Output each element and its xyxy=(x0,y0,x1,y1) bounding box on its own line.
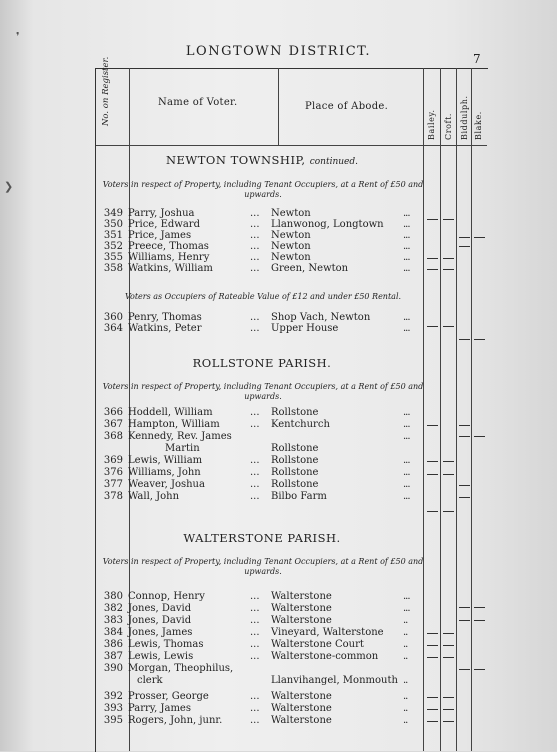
voter-row: 351 Price, James ... Newton ... xyxy=(103,230,410,241)
voter-row: 364 Watkins, Peter ... Upper House ... xyxy=(103,323,410,334)
vote-mark xyxy=(427,219,438,220)
abode-column-header: Place of Abode. xyxy=(305,101,389,112)
voter-row: 382 Jones, David ... Walterstone ... xyxy=(103,603,410,614)
vote-mark xyxy=(459,497,470,498)
vote-mark xyxy=(443,697,454,698)
vote-mark xyxy=(474,436,485,437)
page-title: LONGTOWN DISTRICT. xyxy=(185,44,372,59)
voter-row: 352 Preece, Thomas ... Newton ... xyxy=(103,241,410,252)
voter-row: 349 Parry, Joshua ... Newton ... xyxy=(103,208,410,219)
voter-class-note: Voters in respect of Property, including Tenant Occupiers, at a Rent of £50 and upwards. xyxy=(102,557,424,576)
vote-mark xyxy=(443,326,454,327)
vote-mark xyxy=(459,425,470,426)
vote-mark xyxy=(427,326,438,327)
vote-mark xyxy=(443,258,454,259)
voter-row: 355 Williams, Henry ... Newton ... xyxy=(103,252,410,263)
vote-mark xyxy=(474,607,485,608)
voter-row: clerk Llanvihangel, Monmouth .. xyxy=(137,675,408,686)
voter-row: 376 Williams, John ... Rollstone ... xyxy=(103,467,410,478)
voter-row: 393 Parry, James ... Walterstone .. xyxy=(103,703,408,714)
voter-class-note: Voters in respect of Property, including Tenant Occupiers, at a Rent of £50 and upwards. xyxy=(102,180,424,199)
candidate-header-blake: Blake. xyxy=(474,111,483,140)
vote-mark xyxy=(474,237,485,238)
vote-mark xyxy=(459,669,470,670)
column-rule xyxy=(440,68,441,751)
voter-row: 358 Watkins, William ... Green, Newton ... xyxy=(103,263,410,274)
vote-mark xyxy=(427,657,438,658)
column-rule xyxy=(278,68,279,145)
vote-mark xyxy=(459,485,470,486)
vote-mark xyxy=(427,269,438,270)
margin-mark: ❜ xyxy=(16,30,20,43)
vote-mark xyxy=(443,219,454,220)
candidate-header-bailey: Bailey. xyxy=(427,109,436,140)
voter-row: Martin Rollstone xyxy=(165,443,319,454)
voter-row: 368 Kennedy, Rev. James ... xyxy=(103,431,410,442)
vote-mark xyxy=(427,633,438,634)
section-heading: ROLLSTONE PARISH. xyxy=(192,356,332,370)
vote-mark xyxy=(427,474,438,475)
vote-mark xyxy=(427,721,438,722)
voter-row: 390 Morgan, Theophilus, xyxy=(103,663,234,674)
vote-mark xyxy=(443,633,454,634)
vote-mark xyxy=(443,709,454,710)
voter-row: 392 Prosser, George ... Walterstone .. xyxy=(103,691,408,702)
candidate-header-biddulph: Biddulph. xyxy=(460,95,469,140)
column-rule xyxy=(471,68,472,751)
section-heading: WALTERSTONE PARISH. xyxy=(183,531,341,545)
voter-row: 383 Jones, David ... Walterstone .. xyxy=(103,615,408,626)
vote-mark xyxy=(459,436,470,437)
vote-mark xyxy=(459,620,470,621)
vote-mark xyxy=(427,709,438,710)
vote-mark xyxy=(474,620,485,621)
margin-mark: ❯ xyxy=(4,180,14,193)
voter-class-note: Voters in respect of Property, including Tenant Occupiers, at a Rent of £50 and upwards. xyxy=(102,382,424,401)
vote-mark xyxy=(443,721,454,722)
register-column-header: No. on Register. xyxy=(101,56,111,126)
vote-mark xyxy=(427,697,438,698)
voter-row: 378 Wall, John ... Bilbo Farm ... xyxy=(103,491,410,502)
vote-mark xyxy=(443,461,454,462)
voter-row: 369 Lewis, William ... Rollstone ... xyxy=(103,455,410,466)
vote-mark xyxy=(443,645,454,646)
section-heading: NEWTON TOWNSHIP, continued. xyxy=(165,153,359,167)
header-rule xyxy=(96,145,487,146)
voter-row: 386 Lewis, Thomas ... Walterstone Court .. xyxy=(103,639,408,650)
vote-mark xyxy=(427,425,438,426)
vote-mark xyxy=(427,645,438,646)
vote-mark xyxy=(443,511,454,512)
vote-mark xyxy=(459,237,470,238)
voter-class-note: Voters as Occupiers of Rateable Value of £12 and under £50 Rental. xyxy=(124,292,402,301)
vote-mark xyxy=(459,246,470,247)
vote-mark xyxy=(459,607,470,608)
vote-mark xyxy=(443,474,454,475)
vote-mark xyxy=(443,657,454,658)
voter-row: 387 Lewis, Lewis ... Walterstone-common .. xyxy=(103,651,408,662)
voter-row: 377 Weaver, Joshua ... Rollstone ... xyxy=(103,479,410,490)
voter-row: 367 Hampton, William ... Kentchurch ... xyxy=(103,419,410,430)
candidate-header-croft: Croft. xyxy=(444,112,453,140)
voter-row: 395 Rogers, John, junr. ... Walterstone .. xyxy=(103,715,408,726)
vote-mark xyxy=(427,511,438,512)
vote-mark xyxy=(427,461,438,462)
voter-row: 360 Penry, Thomas ... Shop Vach, Newton ... xyxy=(103,312,410,323)
voter-row: 384 Jones, James ... Vineyard, Walterstone .. xyxy=(103,627,408,638)
vote-mark xyxy=(427,258,438,259)
vote-mark xyxy=(474,669,485,670)
vote-mark xyxy=(443,269,454,270)
column-rule xyxy=(456,68,457,751)
voter-row: 380 Connop, Henry ... Walterstone ... xyxy=(103,591,410,602)
vote-mark xyxy=(474,339,485,340)
name-column-header: Name of Voter. xyxy=(158,97,238,108)
page-number: 7 xyxy=(473,52,481,66)
voter-row: 350 Price, Edward ... Llanwonog, Longtown ... xyxy=(103,219,410,230)
voter-row: 366 Hoddell, William ... Rollstone ... xyxy=(103,407,410,418)
vote-mark xyxy=(459,339,470,340)
